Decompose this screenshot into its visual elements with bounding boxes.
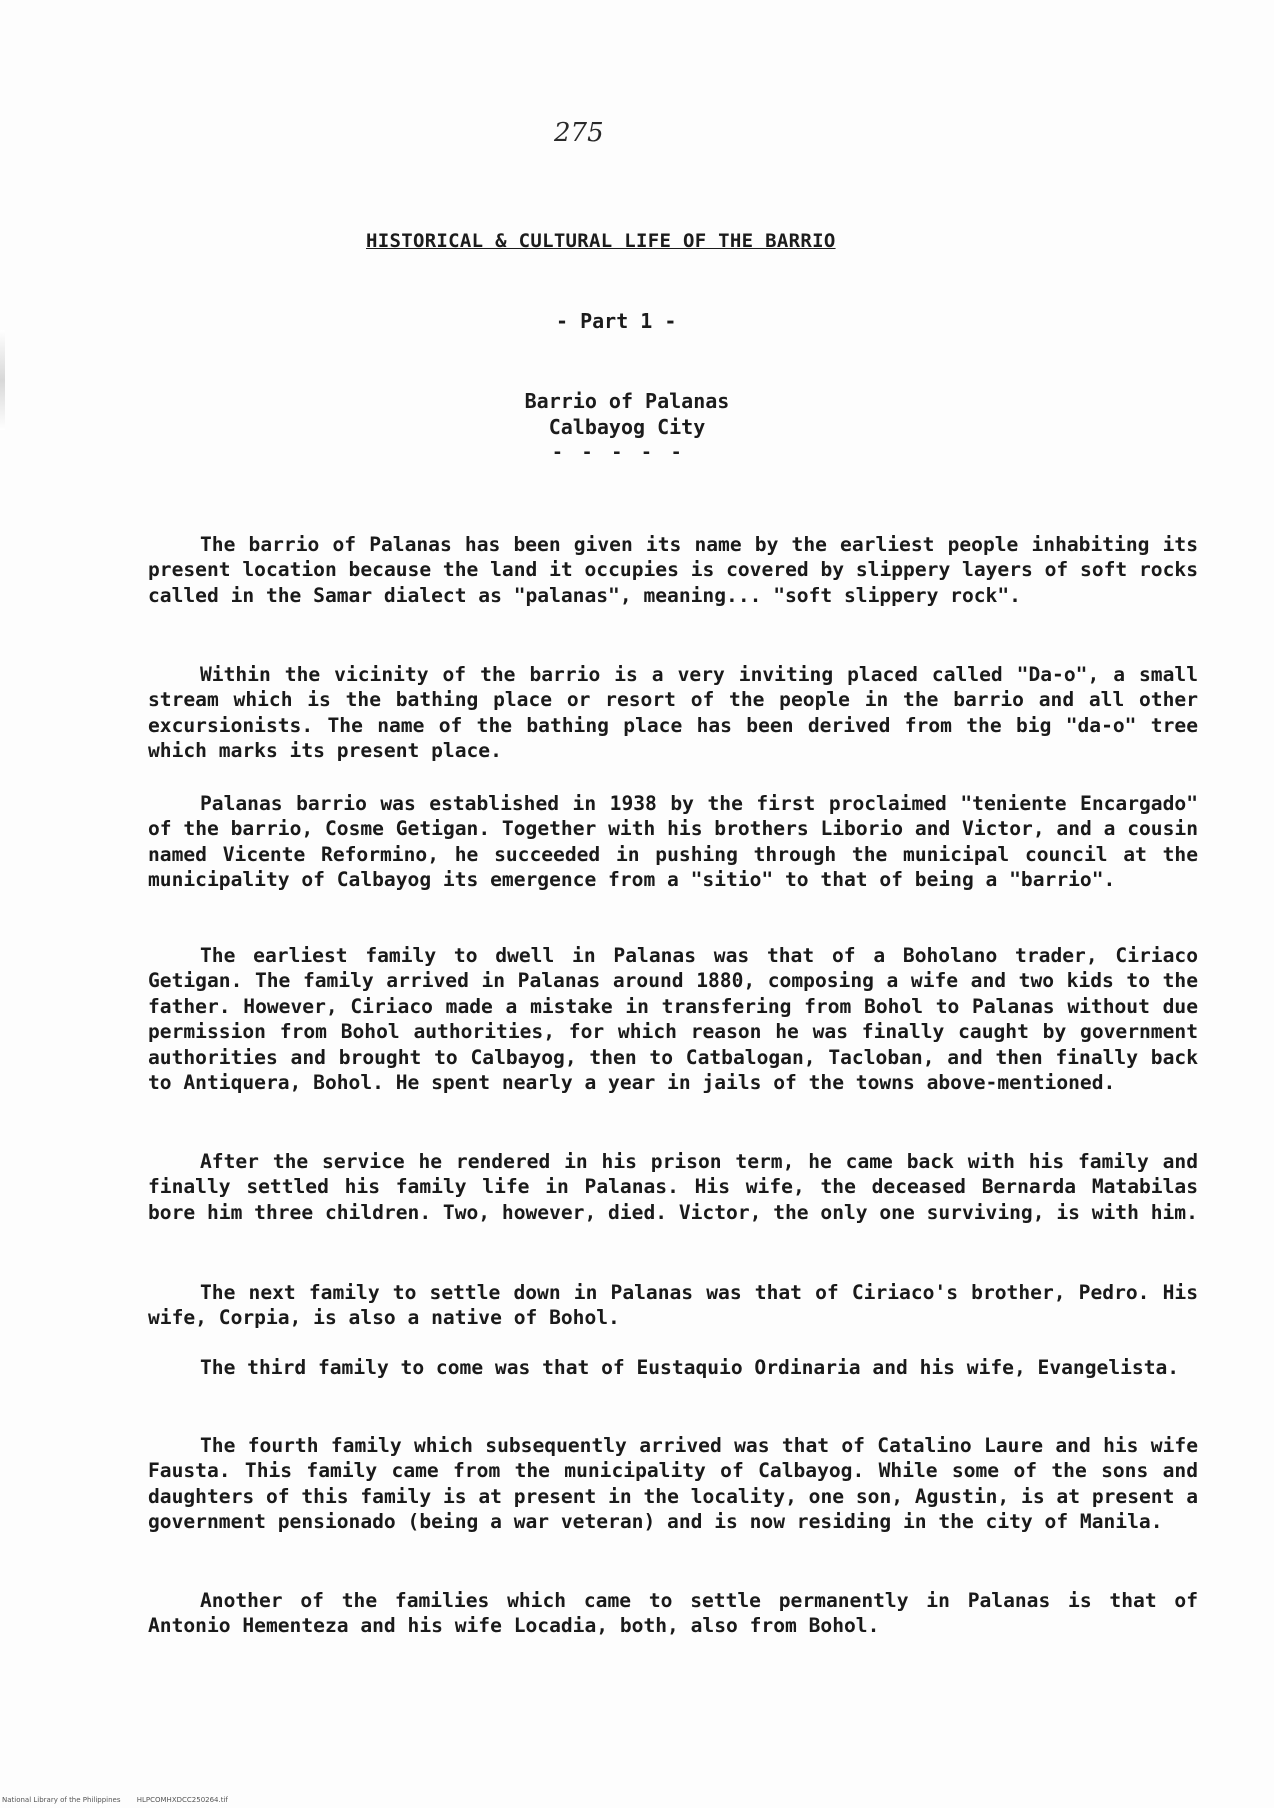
place-heading <box>512 388 742 440</box>
city-name: Calbayog City <box>548 415 706 439</box>
page-number: 275 <box>554 118 604 148</box>
scan-footer <box>2 1796 242 1804</box>
paragraph-second-family: The next family to settle down in Palanas was that of Ciriaco's brother, Pedro. His wife, Corpia, is also a native of Bohol. <box>148 1280 1198 1330</box>
file-identifier: HLPCOMHXDCC250264.tif <box>136 1796 228 1804</box>
paragraph-name-origin: The barrio of Palanas has been given its name by the earliest people inhabiting its present location because the land it occupies is covered by slippery layers of soft rocks called in the Samar dialect as "palanas", meaning... "soft slippery rock". <box>148 532 1198 607</box>
heading-separator: - - - - - <box>552 442 686 463</box>
paragraph-prison-return: After the service he rendered in his prison term, he came back with his family and finally settled his family life in Palanas. His wife, the deceased Bernarda Matabilas bore him three children. Two, however, died. Victor, the only one surviving, is with him. <box>148 1149 1198 1224</box>
paragraph-establishment: Palanas barrio was established in 1938 by the first proclaimed "teniente Encargado" of the barrio, Cosme Getigan. Together with his brothers Liborio and Victor, and a cousin named Vicente Reformino, he succeeded in pushing through the municipal council at the municipality of Calbayog its emergence from a "sitio" to that of being a "barrio". <box>148 791 1198 892</box>
document-title: HISTORICAL & CULTURAL LIFE OF THE BARRIO <box>366 230 836 252</box>
paragraph-third-family: The third family to come was that of Eustaquio Ordinaria and his wife, Evangelista. <box>200 1355 1180 1379</box>
scan-edge-mark <box>0 330 5 430</box>
barrio-name: Barrio of Palanas <box>524 389 730 413</box>
part-heading: - Part 1 - <box>556 309 677 333</box>
paragraph-da-o-stream: Within the vicinity of the barrio is a very inviting placed called "Da-o", a small stream which is the bathing place or resort of the people in the barrio and all other excursionists. The name of the bathing place has been derived from the big "da-o" tree which marks its present place. <box>148 662 1198 763</box>
library-credit: National Library of the Philippines <box>2 1796 121 1804</box>
paragraph-hementeza-family: Another of the families which came to settle permanently in Palanas is that of Antonio Hementeza and his wife Locadia, both, also from Bohol. <box>148 1588 1198 1638</box>
paragraph-earliest-family: The earliest family to dwell in Palanas was that of a Boholano trader, Ciriaco Getigan. The family arrived in Palanas around 1880, composing a wife and two kids to the father. However, Ciriaco made a mistake in transfering from Bohol to Palanas without due permission from Bohol authorities, for which reason he was finally caught by government authorities and brought to Calbayog, then to Catbalogan, Tacloban, and then finally back to Antiquera, Bohol. He spent nearly a year in jails of the towns above-mentioned. <box>148 943 1198 1095</box>
paragraph-fourth-family: The fourth family which subsequently arrived was that of Catalino Laure and his wife Fausta. This family came from the municipality of Calbayog. While some of the sons and daughters of this family is at present in the locality, one son, Agustin, is at present a government pensionado (being a war veteran) and is now residing in the city of Manila. <box>148 1433 1198 1534</box>
